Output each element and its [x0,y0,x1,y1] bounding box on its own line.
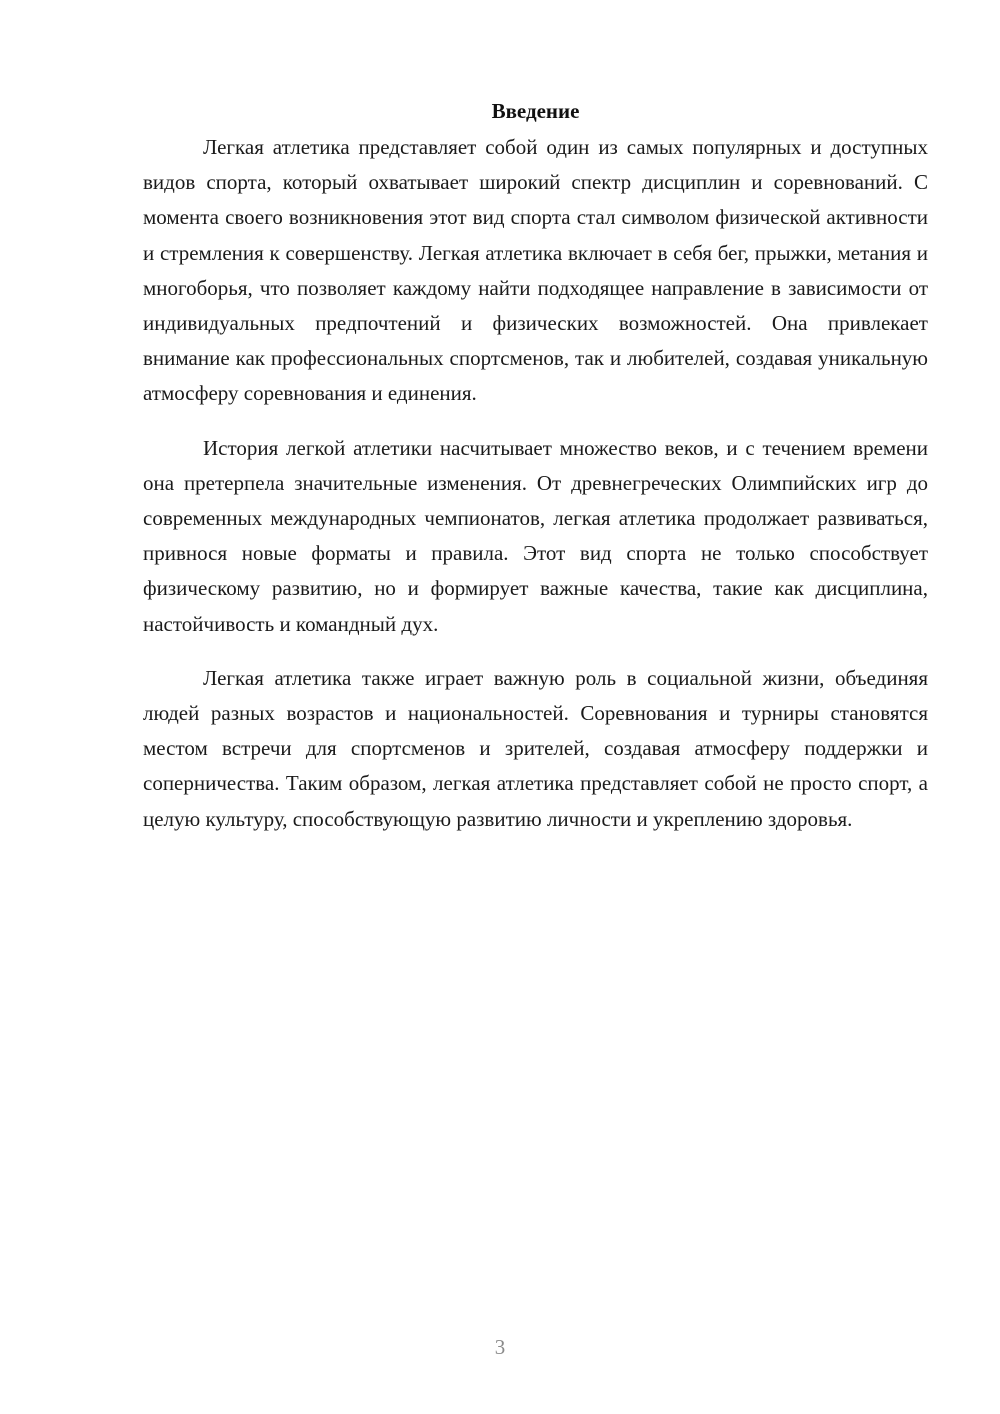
paragraph-1: Легкая атлетика представляет собой один из самых популярных и доступных видов спорта, который охватывает широкий спектр дисциплин и соревнований. С момента своего возникновения этот вид спорта стал символом физической активности и стремления к совершенству. Легкая атлетика включает в себя бег, прыжки, метания и многоборья, что позволяет каждому найти подходящее направление в зависимости от индивидуальных предпочтений и физических возможностей. Она привлекает внимание как профессиональных спортсменов, так и любителей, создавая уникальную атмосферу соревнования и единения. [143,135,928,406]
page-content [143,96,928,856]
paragraph-2: История легкой атлетики насчитывает множество веков, и с течением времени она претерпела значительные изменения. От древнегреческих Олимпийских игр до современных международных чемпионатов, легкая атлетика продолжает развиваться, привнося новые форматы и правила. Этот вид спорта не только способствует физическому развитию, но и формирует важные качества, такие как дисциплина, настойчивость и командный дух. [143,435,928,636]
section-heading: Введение [491,99,580,123]
paragraph-3: Легкая атлетика также играет важную роль в социальной жизни, объединяя людей разных возрастов и национальностей. Соревнования и турниры становятся местом встречи для спортсменов и зрителей, создавая атмосферу поддержки и соперничества. Таким образом, легкая атлетика представляет собой не просто спорт, а целую культуру, способствующую развитию личности и укреплению здоровья. [143,665,928,831]
page-number: 3 [494,1335,506,1359]
